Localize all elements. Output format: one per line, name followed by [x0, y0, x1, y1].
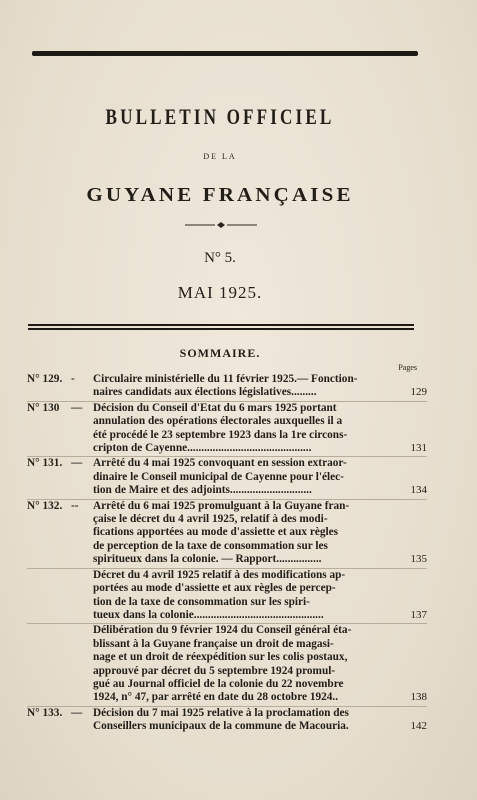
entry-text — [93, 569, 397, 623]
section-rule — [28, 324, 414, 330]
entry-dash: — — [71, 457, 83, 470]
entry-text-line: tion de Maire et des adjoints............................. — [93, 484, 312, 497]
entry-text-line: çaise le décret du 4 avril 1925, relatif à des modi- — [93, 513, 328, 526]
entry-text — [93, 373, 397, 400]
entry-text — [93, 457, 397, 497]
entry-number: N° 130 — [27, 401, 60, 414]
entry-text-line: gué au Journal officiel de la colonie du 22 novembre — [93, 677, 344, 690]
bulletin-title: BULLETIN OFFICIEL — [105, 104, 335, 129]
sommaire-heading: SOMMAIRE. — [179, 346, 261, 360]
bulletin-date: MAI 1925. — [177, 283, 263, 302]
entry-text — [93, 402, 397, 456]
sommaire-entry — [27, 373, 427, 402]
entry-text-line: Délibération du 9 février 1924 du Conseil général éta- — [93, 624, 352, 637]
sommaire-entry — [27, 457, 427, 499]
sommaire-entry — [27, 402, 427, 458]
entry-text-line: spiritueux dans la colonie. — Rapport................ — [93, 553, 322, 566]
entry-number: N° 132. — [27, 499, 63, 512]
sommaire-entry — [27, 707, 427, 735]
pages-column-label: Pages — [398, 363, 417, 372]
entry-text-line: 1924, n° 47, par arrêté en date du 28 octobre 1924.. — [93, 691, 339, 704]
entry-dash: — — [71, 706, 83, 719]
sommaire-list — [27, 373, 427, 735]
entry-dash: — — [71, 401, 83, 414]
entry-text-line: portées au mode d'assiette et aux règles de percep- — [93, 582, 336, 595]
entry-text-line: Circulaire ministérielle du 11 février 1925.— Fonction- — [93, 373, 358, 385]
entry-text-line: approuvé par décret du 5 septembre 1924 promul- — [93, 664, 336, 677]
sommaire-entry — [27, 569, 427, 625]
entry-text-line: été procédé le 23 septembre 1923 dans la 1re circons- — [93, 428, 348, 441]
entry-text-line: Arrêté du 4 mai 1925 convoquant en session extraor- — [93, 457, 347, 470]
entry-text-line: Décision du Conseil d'Etat du 6 mars 1925 portant — [93, 401, 337, 414]
entry-text-line: blissant à la Guyane française un droit de magasi- — [93, 637, 334, 650]
sommaire-entry — [27, 624, 427, 706]
sommaire-entry — [27, 500, 427, 569]
de-la-label: DE LA — [203, 152, 237, 161]
top-rule — [32, 51, 418, 56]
entry-text-line: tueux dans la colonie.............................................. — [93, 608, 324, 621]
entry-page-number: 137 — [410, 608, 427, 621]
entry-text-line: Décision du 7 mai 1925 relative à la proclamation des — [93, 706, 349, 719]
entry-text-line: naires candidats aux élections législatives......... — [93, 386, 317, 399]
entry-text-line: fications apportées au mode d'assiette et aux règles — [93, 526, 339, 539]
entry-text — [93, 624, 397, 704]
entry-page-number: 129 — [410, 386, 427, 399]
guyane-title: GUYANE FRANÇAISE — [86, 184, 354, 206]
entry-page-number: 142 — [410, 720, 427, 733]
entry-page-number: 131 — [410, 442, 427, 455]
entry-number: N° 131. — [27, 457, 63, 470]
entry-text-line: annulation des opérations électorales auxquelles il a — [93, 415, 343, 428]
entry-dash: - — [71, 373, 75, 385]
entry-text-line: Conseillers municipaux de la commune de Macouria. — [93, 720, 349, 733]
entry-text — [93, 707, 397, 734]
entry-dash: -- — [71, 499, 79, 512]
entry-number: N° 129. — [27, 373, 63, 385]
entry-text-line: cripton de Cayenne............................................ — [93, 442, 312, 455]
ornament-divider — [185, 221, 257, 229]
entry-text-line: nage et un droit de réexpédition sur les colis postaux, — [93, 651, 348, 664]
entry-page-number: 135 — [410, 553, 427, 566]
entry-page-number: 138 — [410, 691, 427, 704]
entry-number: N° 133. — [27, 706, 63, 719]
entry-text-line: dinaire le Conseil municipal de Cayenne pour l'élec- — [93, 470, 344, 483]
entry-text-line: tion de la taxe de consommation sur les spiri- — [93, 595, 310, 608]
entry-text — [93, 500, 397, 567]
entry-text-line: Décret du 4 avril 1925 relatif à des modifications ap- — [93, 568, 346, 581]
entry-text-line: Arrêté du 6 mai 1925 promulguant à la Guyane fran- — [93, 499, 350, 512]
entry-text-line: de perception de la taxe de consommation sur les — [93, 539, 328, 552]
bulletin-number: N° 5. — [204, 250, 236, 266]
entry-page-number: 134 — [410, 484, 427, 497]
